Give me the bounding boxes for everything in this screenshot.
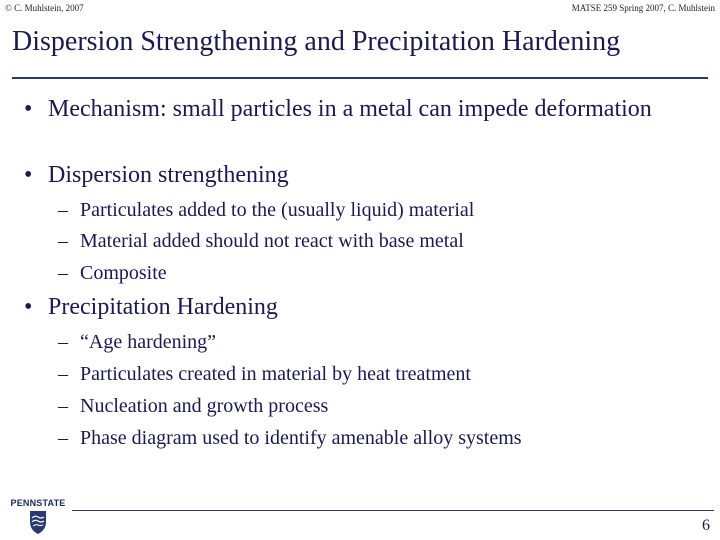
bullet-text: Precipitation Hardening (48, 294, 278, 320)
sub-bullet-text: Particulates added to the (usually liquid) material (80, 199, 475, 221)
title-divider (12, 77, 708, 79)
dash-mark: – (58, 331, 68, 353)
sub-bullet-nucleation (58, 394, 328, 418)
dash-mark: – (58, 262, 68, 284)
sub-bullet-age-hardening (58, 330, 216, 354)
dash-mark: – (58, 427, 68, 449)
dash-mark: – (58, 230, 68, 252)
bullet-text: Dispersion strengthening (48, 162, 289, 188)
bullet-dispersion (24, 160, 688, 190)
logo-wordmark: PENNSTATE (10, 498, 66, 508)
sub-bullet-no-react (58, 229, 464, 253)
sub-bullet-phase-diagram (58, 426, 522, 450)
bullet-mark: • (24, 96, 33, 122)
sub-bullet-text: Material added should not react with base metal (80, 230, 464, 252)
sub-bullet-heat-treatment (58, 362, 471, 386)
nittany-shield-icon (8, 498, 68, 538)
slide-title: Dispersion Strengthening and Precipitation Hardening (12, 26, 621, 57)
sub-bullet-text: “Age hardening” (80, 331, 217, 353)
sub-bullet-text: Particulates created in material by heat treatment (80, 363, 471, 385)
bullet-mechanism (24, 94, 688, 124)
bullet-text: Mechanism: small particles in a metal can impede deformation (48, 96, 652, 122)
bullet-mark: • (24, 162, 33, 188)
header-course-info: MATSE 259 Spring 2007, C. Muhlstein (571, 3, 715, 13)
sub-bullet-composite (58, 261, 167, 285)
sub-bullet-text: Nucleation and growth process (80, 395, 329, 417)
dash-mark: – (58, 199, 68, 221)
sub-bullet-particulates-added (58, 198, 474, 222)
bullet-mark: • (24, 294, 33, 320)
header-copyright: © C. Muhlstein, 2007 (5, 3, 84, 13)
dash-mark: – (58, 363, 68, 385)
dash-mark: – (58, 395, 68, 417)
sub-bullet-text: Composite (80, 262, 167, 284)
pennstate-logo (8, 498, 68, 538)
footer-divider (72, 510, 714, 511)
bullet-precipitation (24, 292, 688, 322)
sub-bullet-text: Phase diagram used to identify amenable alloy systems (80, 427, 522, 449)
page-number: 6 (702, 517, 710, 534)
